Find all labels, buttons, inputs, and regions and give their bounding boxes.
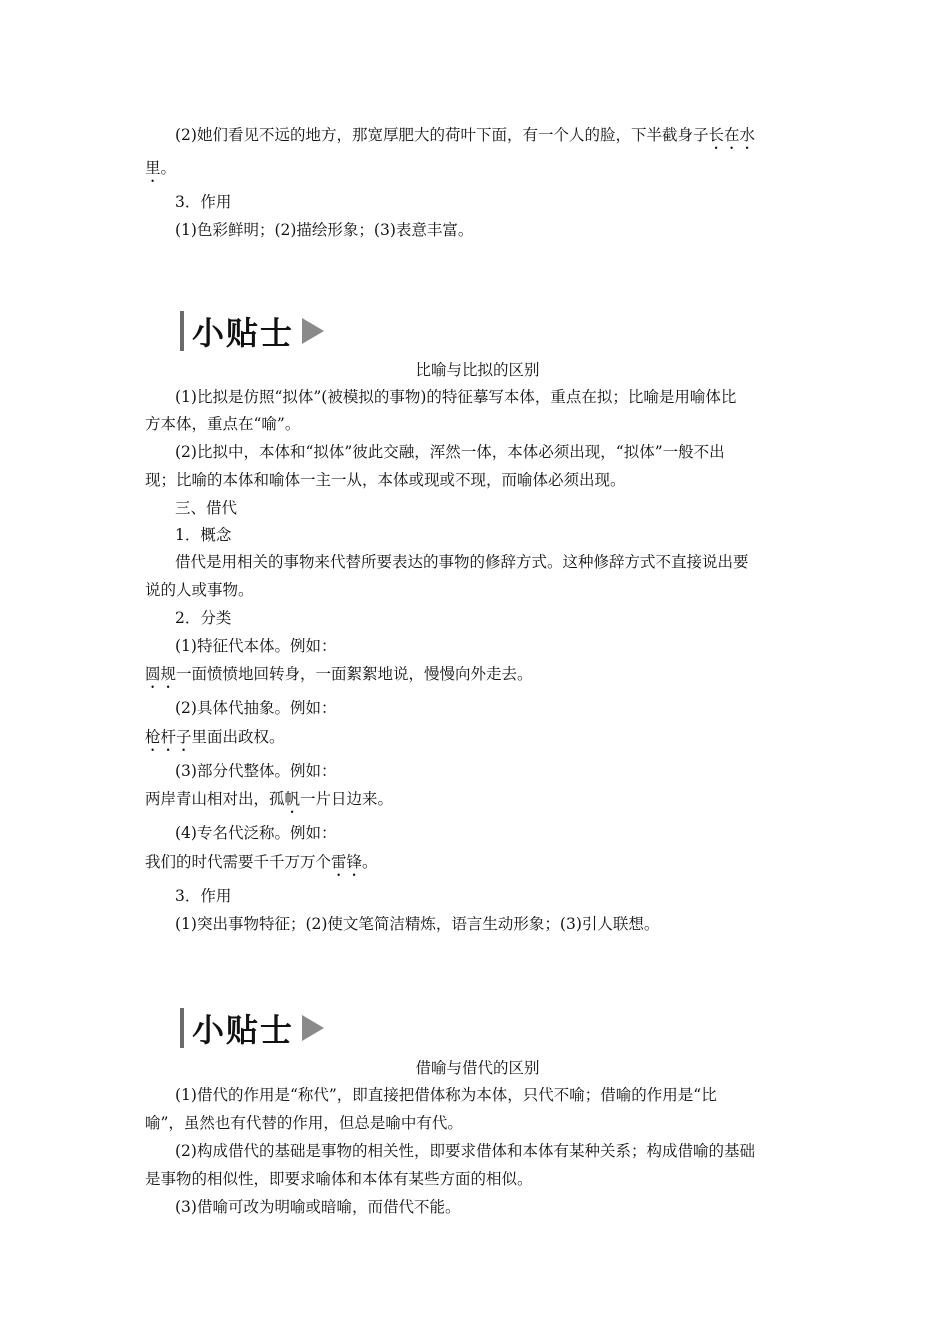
tip-paragraph-cont: 喻”，虽然也有代替的作用，但总是喻中有代。 [145,1114,463,1132]
subheading-concept: 1．概念 [175,526,232,544]
tip-paragraph-cont: 方本体，重点在“喻”。 [145,415,301,433]
tip-title: 比喻与比拟的区别 [415,361,540,379]
triangle-right-icon [302,318,324,344]
section-heading: 三、借代 [175,499,238,517]
category-item: (2)具体代抽象。例如： [175,699,337,717]
example-line: 圆规一面愤愤地回转身，一面絮絮地说，慢慢向外走去。 [145,665,533,683]
example-line: 两岸青山相对出，孤帆一片日边来。 [145,790,394,808]
tip-paragraph-cont: 是事物的相似性，即要求喻体和本体有某些方面的相似。 [145,1170,533,1188]
category-item: (3)部分代整体。例如： [175,762,337,780]
tip-paragraph: (2)构成借代的基础是事物的相关性，即要求借体和本体有某种关系；构成借喻的基础 [175,1142,755,1160]
emphasized-text: 雷锋 [331,853,363,871]
banner-bar-icon [180,1008,184,1048]
subheading-use: 3．作用 [175,193,232,211]
tip-banner [180,308,324,354]
tip-paragraph: (1)借代的作用是“称代”，即直接把借体称为本体，只代不喻；借喻的作用是“比 [175,1086,717,1104]
tip-label: 小贴士 [192,1011,295,1049]
banner-bar-icon [180,311,184,351]
tip-paragraph: (3)借喻可改为明喻或暗喻，而借代不能。 [175,1198,461,1216]
example-line: 枪杆子里面出政权。 [145,728,285,746]
use-list: (1)色彩鲜明；(2)描绘形象；(3)表意丰富。 [175,221,474,239]
category-item: (4)专名代泛称。例如： [175,824,337,842]
tip-paragraph: (1)比拟是仿照“拟体”(被模拟的事物)的特征摹写本体，重点在拟；比喻是用喻体比 [175,388,737,406]
tip-label: 小贴士 [192,314,295,352]
concept-paragraph: 借代是用相关的事物来代替所要表达的事物的修辞方式。这种修辞方式不直接说出要 [175,553,749,571]
concept-paragraph-cont: 说的人或事物。 [145,581,254,599]
emphasized-text: 枪杆子 [145,728,192,746]
subheading-use: 3．作用 [175,887,232,905]
emphasized-text: 里 [145,159,161,177]
emphasized-text: 帆 [284,790,301,808]
tip-title: 借喻与借代的区别 [415,1059,540,1077]
subheading-category: 2．分类 [175,609,232,627]
emphasized-text: 长在水 [708,126,755,144]
tip-paragraph: (2)比拟中，本体和“拟体”彼此交融，浑然一体，本体必须出现，“拟体”一般不出 [175,443,725,461]
tip-paragraph-cont: 现；比喻的本体和喻体一主一从，本体或现或不现，而喻体必须出现。 [145,471,626,489]
tip-banner [180,1005,324,1051]
example-line: 我们的时代需要千千万万个雷锋。 [145,853,378,871]
emphasized-text: 圆规 [145,665,177,683]
triangle-right-icon [302,1015,324,1041]
example-line: (2)她们看见不远的地方，那宽厚肥大的荷叶下面，有一个人的脸，下半截身子长在水 [175,126,755,144]
example-line-cont: 里。 [145,159,177,177]
use-list: (1)突出事物特征；(2)使文笔简洁精炼，语言生动形象；(3)引人联想。 [175,915,660,933]
category-item: (1)特征代本体。例如： [175,637,337,655]
